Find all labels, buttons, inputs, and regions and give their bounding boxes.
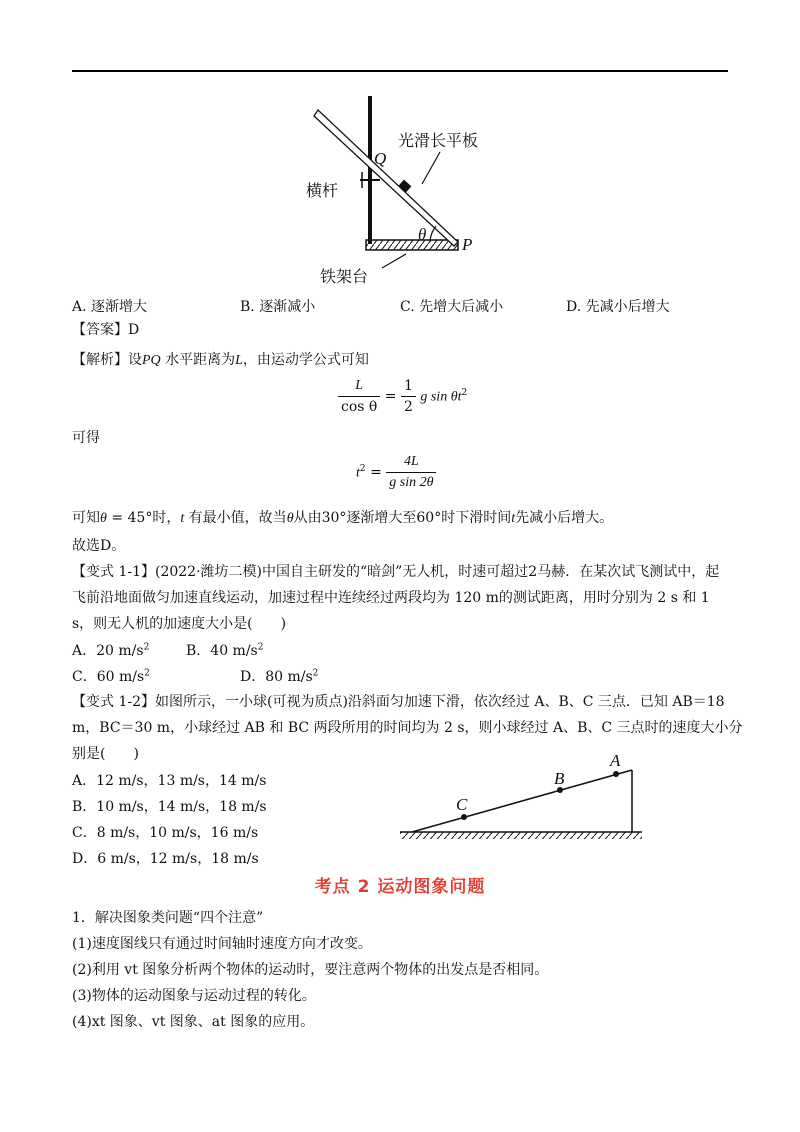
analysis-intro: 【解析】设PQ 水平距离为L，由运动学公式可知 (72, 352, 369, 368)
label-a: A (610, 751, 621, 770)
variant2-option-a: A．12 m/s，13 m/s，14 m/s (72, 773, 267, 789)
section-item-1: (1)速度图线只有通过时间轴时速度方向才改变。 (72, 936, 372, 952)
variant2-line2: m，BC＝30 m，小球经过 AB 和 BC 两段所用的时间均为 2 s，则小球经过 A、B、C 三点时的速度大小分 (72, 720, 743, 736)
point-c (461, 814, 467, 820)
then-text: 可得 (72, 430, 100, 446)
variant2-option-c: C．8 m/s，10 m/s，16 m/s (72, 825, 259, 841)
stand-base (366, 240, 458, 250)
option-d: D. 先减小后增大 (566, 299, 670, 315)
label-p: P (462, 235, 473, 254)
section-item-title: 1．解决图象类问题“四个注意” (72, 910, 264, 926)
option-c: C. 先增大后减小 (400, 299, 504, 315)
variant2-line1: 【变式 1-2】如图所示，一小球(可视为质点)沿斜面匀加速下滑，依次经过 A、B、C 三点．已知 AB＝18 (72, 694, 725, 710)
header-rule (72, 70, 728, 72)
section-item-4: (4)xt 图象、vt 图象、at 图象的应用。 (72, 1014, 315, 1030)
variant1-line1: 【变式 1-1】(2022·潍坊二模)中国自主研发的“暗剑”无人机，时速可超过2马赫．在某次试飞测试中，起 (72, 564, 720, 580)
variant1-option-a: A．20 $m/s^2$ (72, 642, 150, 659)
label-b: B (554, 769, 565, 788)
conclude-text: 故选D。 (72, 538, 126, 554)
option-a: A. 逐渐增大 (72, 299, 148, 315)
label-stand: 铁架台 (320, 267, 369, 286)
section-item-2: (2)利用 vt 图象分析两个物体的运动时，要注意两个物体的出发点是否相同。 (72, 962, 549, 978)
variant1-option-d: D．80 $m/s^2$ (240, 668, 319, 685)
variant1-line2: 飞前沿地面做匀加速直线运动，加速过程中连续经过两段均为 120 m的测试距离，用时分别为 2 s 和 1 (72, 590, 710, 606)
incline-board-figure (290, 92, 520, 288)
variant1-option-c: C．60 $m/s^2$ (72, 668, 150, 685)
answer: 【答案】D (72, 322, 140, 338)
point-a (613, 771, 619, 777)
analysis-conclusion: 可知θ = 45°时，t 有最小值，故当θ从由30°逐渐增大至60°时下滑时间t先减小后增大。 (72, 510, 614, 526)
variant1-option-b: B．40 $m/s^2$ (186, 642, 264, 659)
label-theta: θ (418, 225, 427, 244)
variant2-option-b: B．10 m/s，14 m/s，18 m/s (72, 799, 267, 815)
variant1-line3: s，则无人机的加速度大小是( ) (72, 616, 287, 632)
section-item-3: (3)物体的运动图象与运动过程的转化。 (72, 988, 316, 1004)
label-c: C (456, 795, 468, 814)
label-q: Q (374, 149, 387, 168)
section-heading: 考点 2 运动图象问题 (314, 877, 486, 897)
variant2-option-d: D．6 m/s，12 m/s，18 m/s (72, 851, 259, 867)
label-bar: 横杆 (306, 181, 339, 200)
equation-2: $t^2$ = $\frac{4L}{\text{g sin 2θ}}$ (356, 452, 436, 493)
variant2-line3: 别是( ) (72, 746, 139, 762)
incline-line (412, 770, 632, 832)
incline-points-figure (398, 748, 646, 840)
label-board: 光滑长平板 (398, 131, 479, 150)
option-b: B. 逐渐减小 (240, 299, 316, 315)
equation-1: $\frac{L}{\text{cos θ}}$ = $\frac{1}{2}$ g $\sin \theta t^2$ (338, 376, 467, 417)
